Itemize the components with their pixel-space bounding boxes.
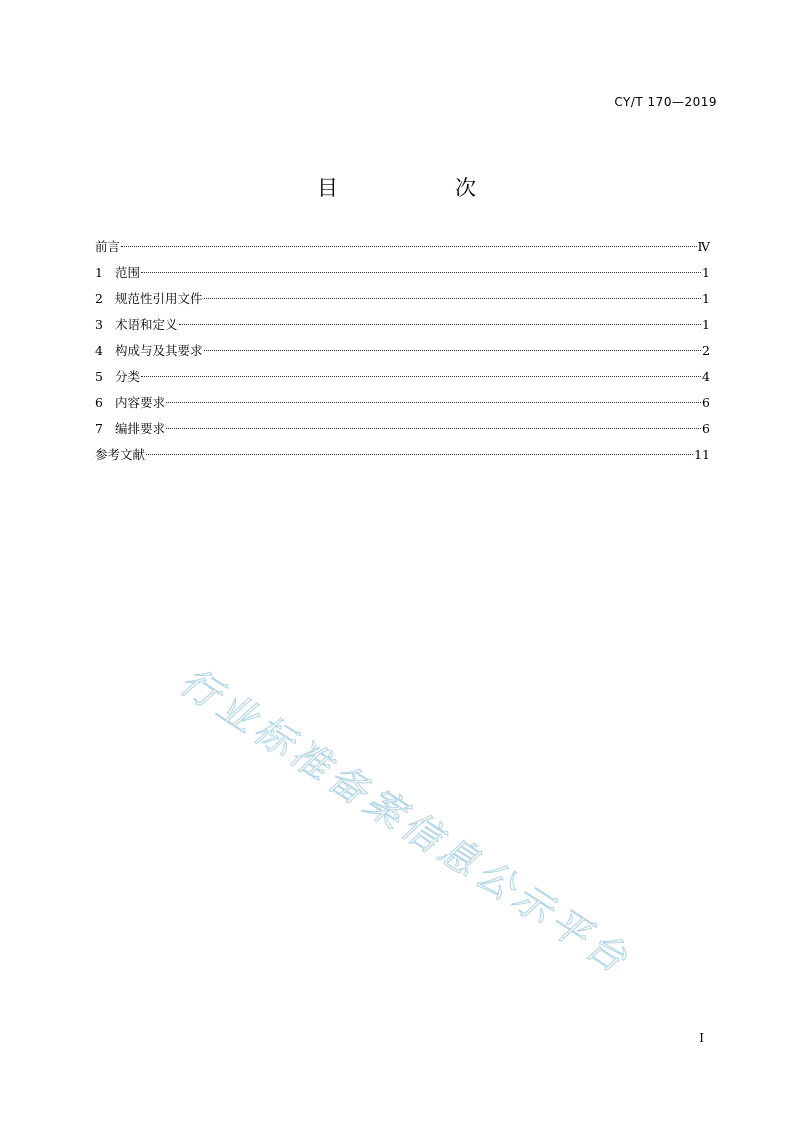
toc-entry-page: 1 <box>702 265 710 280</box>
toc-entry-label: 内容要求 <box>115 395 166 410</box>
toc-entry-page: 1 <box>702 317 710 332</box>
toc-entry-page: 11 <box>694 447 710 462</box>
toc-leader-dots <box>204 298 702 299</box>
toc-entry-page: Ⅳ <box>697 239 710 254</box>
table-of-contents <box>95 236 710 470</box>
toc-entry-scope[interactable] <box>95 262 710 288</box>
toc-entry-page: 1 <box>702 291 710 306</box>
standard-code: CY/T 170—2019 <box>614 95 717 109</box>
toc-leader-dots <box>179 324 702 325</box>
toc-entry-content-requirements[interactable] <box>95 392 710 418</box>
toc-entry-bibliography[interactable] <box>95 444 710 470</box>
toc-entry-number: 1 <box>95 265 103 280</box>
toc-entry-foreword[interactable] <box>95 236 710 262</box>
toc-entry-composition[interactable] <box>95 340 710 366</box>
toc-leader-dots <box>141 272 701 273</box>
toc-entry-label: 分类 <box>115 369 141 384</box>
toc-entry-label: 编排要求 <box>115 421 166 436</box>
toc-leader-dots <box>141 376 701 377</box>
toc-entry-label: 前言 <box>95 239 121 254</box>
toc-entry-label: 参考文献 <box>95 447 146 462</box>
toc-entry-number: 5 <box>95 369 103 384</box>
page-number: I <box>699 1031 704 1045</box>
toc-entry-label: 规范性引用文件 <box>115 291 203 306</box>
toc-entry-normative-references[interactable] <box>95 288 710 314</box>
toc-entry-number: 7 <box>95 421 103 436</box>
toc-leader-dots <box>146 454 693 455</box>
toc-leader-dots <box>121 246 696 247</box>
toc-entry-number: 6 <box>95 395 103 410</box>
toc-entry-label: 范围 <box>115 265 141 280</box>
toc-entry-page: 6 <box>702 395 710 410</box>
toc-leader-dots <box>204 350 702 351</box>
toc-entry-page: 2 <box>702 343 710 358</box>
toc-entry-terms-definitions[interactable] <box>95 314 710 340</box>
toc-entry-number: 2 <box>95 291 103 306</box>
toc-leader-dots <box>166 402 701 403</box>
watermark: 行业标准备案信息公示平台 <box>172 659 640 984</box>
toc-entry-label: 术语和定义 <box>115 317 178 332</box>
toc-leader-dots <box>166 428 701 429</box>
toc-entry-label: 构成与及其要求 <box>115 343 203 358</box>
toc-entry-number: 3 <box>95 317 103 332</box>
page-title: 目 次 <box>317 176 524 200</box>
toc-entry-page: 4 <box>702 369 710 384</box>
toc-entry-classification[interactable] <box>95 366 710 392</box>
toc-entry-layout-requirements[interactable] <box>95 418 710 444</box>
toc-entry-number: 4 <box>95 343 103 358</box>
toc-entry-page: 6 <box>702 421 710 436</box>
